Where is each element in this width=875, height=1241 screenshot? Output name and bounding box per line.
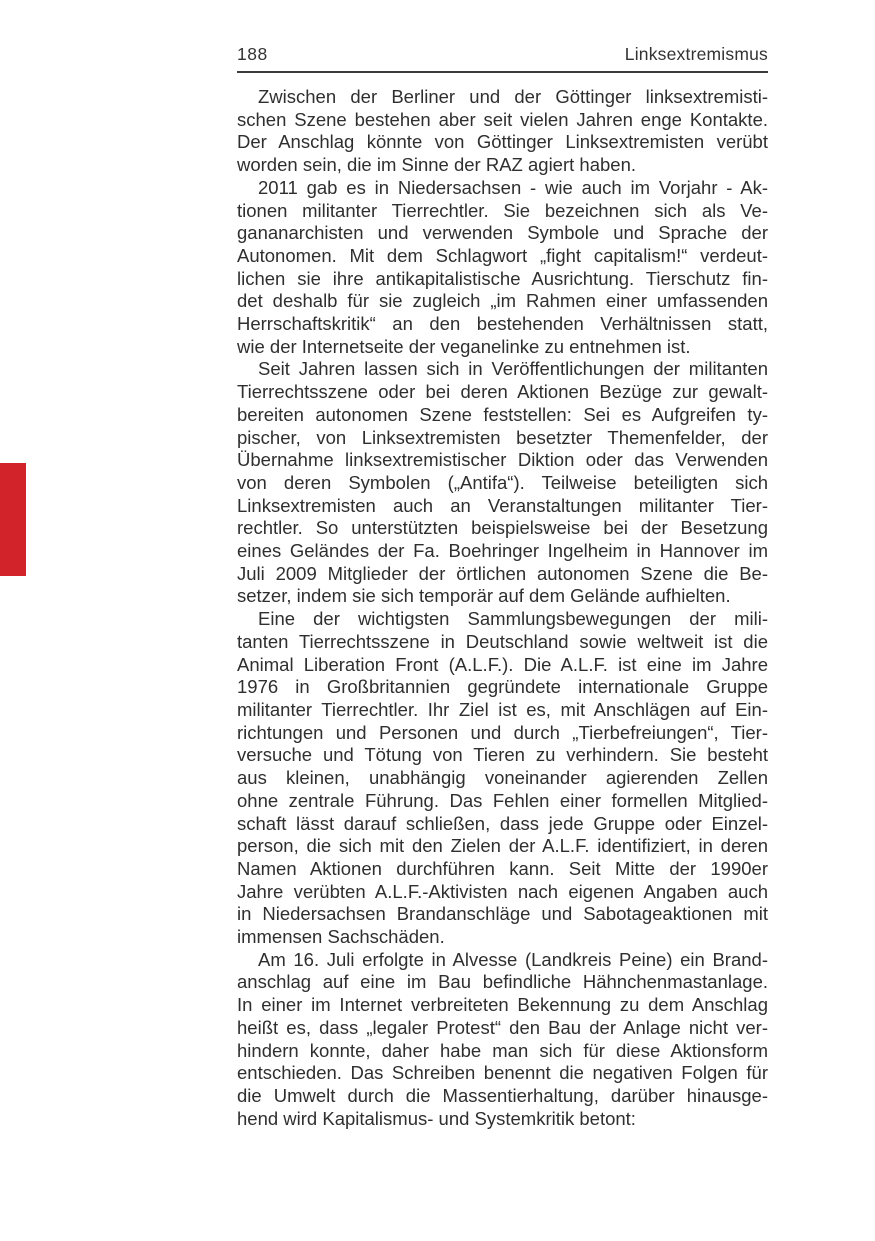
text-line: worden sein, die im Sinne der RAZ agiert haben. <box>237 154 636 176</box>
text-line: Zwischen der Berliner und der Göttinger linksextremisti- <box>258 86 768 107</box>
paragraph <box>237 86 768 177</box>
text-line: person, die sich mit den Zielen der A.L.F. identifiziert, in deren <box>237 835 768 857</box>
red-margin-bar <box>0 463 26 576</box>
text-line: pischer, von Linksextremisten besetzter Themenfelder, der <box>237 426 768 448</box>
text-line: eines Geländes der Fa. Boehringer Ingelheim in Hannover im <box>237 540 768 562</box>
text-line: hend wird Kapitalismus- und Systemkritik betont: <box>237 1107 636 1129</box>
page-number: 188 <box>237 44 268 64</box>
text-line: Juli 2009 Mitglieder der örtlichen autonomen Szene die Be- <box>237 562 768 584</box>
text-line: 1976 in Großbritannien gegründete internationale Gruppe <box>237 676 768 698</box>
text-line: tionen militanter Tierrechtler. Sie bezeichnen sich als Ve- <box>237 199 768 221</box>
text-line: Animal Liberation Front (A.L.F.). Die A.L.F. ist eine im Jahre <box>237 653 768 675</box>
text-line: det deshalb für sie zugleich „im Rahmen einer umfassenden <box>237 290 768 312</box>
text-line: wie der Internetseite der veganelinke zu entnehmen ist. <box>237 335 691 357</box>
text-line: Der Anschlag könnte von Göttinger Linksextremisten verübt <box>237 131 768 153</box>
text-line: Linksextremisten auch an Veranstaltungen militanter Tier- <box>237 494 768 516</box>
text-line: versuche und Tötung von Tieren zu verhindern. Sie besteht <box>237 744 768 766</box>
text-line: bereiten autonomen Szene feststellen: Sei es Aufgreifen ty- <box>237 403 768 425</box>
paragraph <box>237 177 768 359</box>
text-line: In einer im Internet verbreiteten Bekennung zu dem Anschlag <box>237 994 768 1016</box>
text-line: Eine der wichtigsten Sammlungsbewegungen der mili- <box>258 608 768 630</box>
text-line: Am 16. Juli erfolgte in Alvesse (Landkreis Peine) ein Brand- <box>258 948 768 970</box>
text-line: heißt es, dass „legaler Protest“ den Bau der Anlage nicht ver- <box>237 1016 768 1038</box>
paragraph <box>237 608 768 949</box>
text-line: immensen Sachschäden. <box>237 926 445 948</box>
text-line: rechtler. So unterstützten beispielsweise bei der Besetzung <box>237 517 768 539</box>
text-line: lichen sie ihre antikapitalistische Ausrichtung. Tierschutz fin- <box>237 267 768 289</box>
text-line: tanten Tierrechtsszene in Deutschland sowie weltweit ist die <box>237 630 768 652</box>
text-line: gananarchisten und verwenden Symbole und Sprache der <box>237 222 768 244</box>
text-line: Jahre verübten A.L.F.-Aktivisten nach eigenen Angaben auch <box>237 880 768 902</box>
body-text <box>237 86 768 1130</box>
text-line: von deren Symbolen („Antifa“). Teilweise beteiligten sich <box>237 471 768 493</box>
text-line: ohne zentrale Führung. Das Fehlen einer formellen Mitglied- <box>237 789 768 811</box>
text-line: die Umwelt durch die Massentierhaltung, darüber hinausge- <box>237 1084 768 1106</box>
text-line: Namen Aktionen durchführen kann. Seit Mitte der 1990er <box>237 857 768 879</box>
text-line: Übernahme linksextremistischer Diktion oder das Verwenden <box>237 449 768 471</box>
text-line: militanter Tierrechtler. Ihr Ziel ist es, mit Anschlägen auf Ein- <box>237 698 768 720</box>
text-line: anschlag auf eine im Bau befindliche Hähnchenmastanlage. <box>237 971 768 993</box>
page-header <box>237 44 768 73</box>
text-line: Seit Jahren lassen sich in Veröffentlichungen der militanten <box>258 358 768 380</box>
text-line: schaft lässt darauf schließen, dass jede Gruppe oder Einzel- <box>237 812 768 834</box>
text-line: schen Szene bestehen aber seit vielen Jahren enge Kontakte. <box>237 108 768 130</box>
paragraph <box>237 358 768 608</box>
text-line: entschieden. Das Schreiben benennt die negativen Folgen für <box>237 1062 768 1084</box>
paragraph <box>237 949 768 1131</box>
text-line: hindern konnte, daher habe man sich für diese Aktionsform <box>237 1039 768 1061</box>
text-line: setzer, indem sie sich temporär auf dem Gelände aufhielten. <box>237 585 731 607</box>
text-line: 2011 gab es in Niedersachsen - wie auch im Vorjahr - Ak- <box>258 176 768 198</box>
text-line: aus kleinen, unabhängig voneinander agierenden Zellen <box>237 767 768 789</box>
text-line: richtungen und Personen und durch „Tierbefreiungen“, Tier- <box>237 721 768 743</box>
text-line: Herrschaftskritik“ an den bestehenden Verhältnissen statt, <box>237 313 768 335</box>
text-line: Tierrechtsszene oder bei deren Aktionen Bezüge zur gewalt- <box>237 381 768 403</box>
text-line: Autonomen. Mit dem Schlagwort „fight capitalism!“ verdeut- <box>237 244 768 266</box>
running-head-section-title: Linksextremismus <box>624 44 768 64</box>
text-line: in Niedersachsen Brandanschläge und Sabotageaktionen mit <box>237 903 768 925</box>
